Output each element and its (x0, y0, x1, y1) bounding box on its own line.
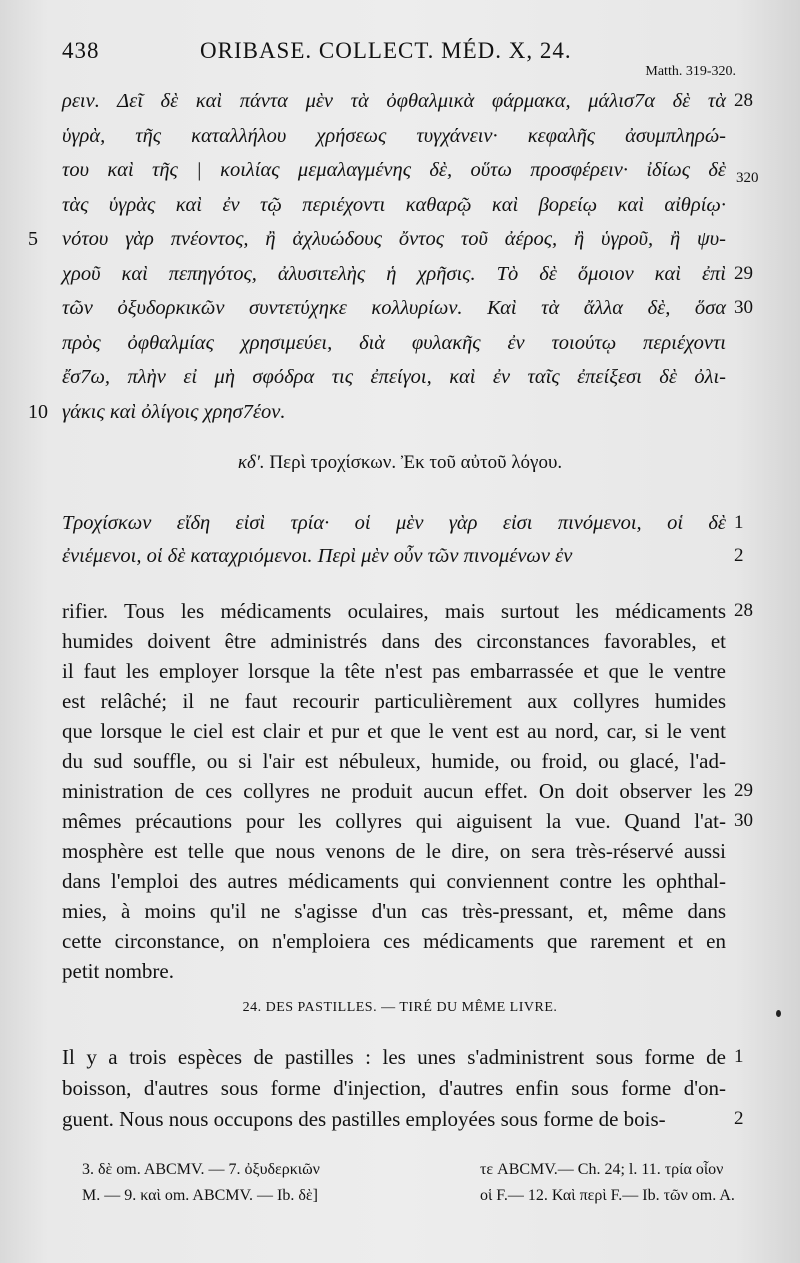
margin-number: 28 (734, 90, 753, 111)
line-text: dans l'emploi des autres médicaments qui conviennent contre les ophthal- (62, 869, 726, 893)
french-line (0, 716, 800, 746)
margin-number: 2 (734, 545, 744, 566)
line-text: du sud souffle, ou si l'air est nébuleux, humide, ou froid, ou glacé, l'ad- (62, 749, 726, 773)
greek-line (0, 224, 800, 254)
french-line (0, 896, 800, 926)
line-text: Il y a trois espèces de pastilles : les unes s'administrent sous forme de (62, 1045, 726, 1069)
footnote-line (82, 1184, 735, 1208)
french-line (0, 836, 800, 866)
edition-reference: Matth. 319-320. (645, 64, 736, 79)
greek-line (0, 362, 800, 392)
line-text: τὰς ὑγρὰς καὶ ἐν τῷ περιέχοντι καθαρῷ καὶ βορείῳ καὶ αἰθρίῳ· (62, 193, 726, 216)
greek-line (0, 397, 800, 427)
line-number: 10 (28, 400, 48, 423)
french-line (0, 1042, 800, 1072)
running-header (62, 38, 726, 72)
greek-line (0, 190, 800, 220)
french-line (0, 1104, 800, 1134)
running-title: ORIBASE. COLLECT. MÉD. X, 24. (200, 38, 572, 63)
french-line (0, 806, 800, 836)
line-text: guent. Nous nous occupons des pastilles employées sous forme de bois- (62, 1107, 666, 1131)
line-text: petit nombre. (62, 959, 174, 983)
french-line (0, 656, 800, 686)
line-text: Τροχίσκων εἴδη εἰσὶ τρία· οἱ μὲν γὰρ εἰσι πινόμενοι, οἱ δὲ (62, 512, 726, 534)
french-line (0, 626, 800, 656)
greek-line (0, 328, 800, 358)
line-text: cette circonstance, on n'emploiera ces médicaments que rarement et en (62, 929, 726, 953)
footnote-right: τε ABCMV.— Ch. 24; l. 11. τρία οἷον (480, 1161, 724, 1178)
margin-number: 28 (734, 600, 753, 621)
french-section-title: 24. DES PASTILLES. — TIRÉ DU MÊME LIVRE. (242, 1000, 558, 1015)
greek-section-number: κδ'. (237, 452, 265, 473)
margin-number: 29 (734, 780, 753, 801)
greek-line (0, 121, 800, 151)
line-text: πρὸς ὀφθαλμίας χρησιμεύει, διὰ φυλακῆς ἐν τοιούτῳ περιέχοντι (62, 331, 726, 354)
line-text: il faut les employer lorsque la tête n'est pas embarrassée et que le ventre (62, 659, 726, 683)
line-text: est relâché; il ne faut recourir particulièrement aux collyres humides (62, 689, 726, 713)
greek-line (0, 155, 800, 185)
page-number: 438 (62, 38, 100, 63)
line-text: ρειν. Δεῖ δὲ καὶ πάντα μὲν τὰ ὀφθαλμικὰ φάρμακα, μάλισ7α δὲ τὰ (62, 90, 726, 112)
greek-section-heading: Περὶ τροχίσκων. Ἐκ τοῦ αὐτοῦ λόγου. (269, 452, 563, 473)
greek-line (0, 508, 800, 538)
french-line (0, 1073, 800, 1103)
line-number: 5 (28, 228, 38, 250)
greek-line (0, 293, 800, 323)
margin-number: 29 (734, 262, 753, 284)
line-text: que lorsque le ciel est clair et pur et que le vent est au nord, car, si le vent (62, 719, 726, 743)
french-line (0, 926, 800, 956)
greek-line (0, 259, 800, 289)
line-text: χροῦ καὶ πεπηγότος, ἀλυσιτελὴς ἡ χρῆσις. Τὸ δὲ ὅμοιον καὶ ἐπὶ (62, 262, 726, 285)
french-line (0, 866, 800, 896)
line-text: ἐνιέμενοι, οἱ δὲ καταχριόμενοι. Περὶ μὲν οὖν τῶν πινομένων ἐν (62, 545, 573, 567)
footnote-right: οἱ F.— 12. Καὶ περὶ F.— Ib. τῶν om. A. (480, 1187, 735, 1204)
french-line (0, 686, 800, 716)
line-text: ὑγρὰ, τῆς καταλλήλου χρήσεως τυγχάνειν· κεφαλῆς ἀσυμπληρώ- (62, 124, 726, 147)
line-text: ministration de ces collyres ne produit aucun effet. On doit observer les (62, 779, 726, 803)
margin-number: 2 (734, 1108, 744, 1129)
line-text: νότου γὰρ πνέοντος, ἢ ἀχλυώδους ὄντος τοῦ ἀέρος, ἢ ὑγροῦ, ἢ ψυ- (62, 228, 726, 250)
margin-number: 320 (736, 170, 759, 186)
line-text: rifier. Tous les médicaments oculaires, mais surtout les médicaments (62, 599, 726, 623)
margin-number: 1 (734, 1046, 744, 1067)
margin-number: 30 (734, 297, 753, 318)
line-text: γάκις καὶ ὀλίγοις χρησ7έον. (62, 400, 286, 423)
footnote-left: M. — 9. καὶ om. ABCMV. — Ib. δὲ] (82, 1187, 318, 1204)
footnote-line (82, 1158, 724, 1182)
line-text: mosphère est telle que nous venons de le dire, on sera très-réservé aussi (62, 839, 726, 863)
french-line (0, 956, 800, 986)
line-text: mêmes précautions pour les collyres qui aiguisent la vue. Quand l'at- (62, 809, 726, 833)
line-text: humides doivent être administrés dans des circonstances favorables, et (62, 629, 726, 653)
line-text: του καὶ τῆς | κοιλίας μεμαλαγμένης δὲ, οὕτω προσφέρειν· ἰδίως δὲ (62, 159, 726, 181)
line-text: mies, à moins qu'il ne s'agisse d'un cas très-pressant, et, même dans (62, 899, 726, 923)
margin-mark (776, 1010, 781, 1017)
line-text: boisson, d'autres sous forme d'injection, d'autres enfin sous forme d'on- (62, 1076, 726, 1100)
french-line (0, 776, 800, 806)
footnote-left: 3. δὲ om. ABCMV. — 7. ὀξυδερκιῶν (82, 1161, 320, 1178)
margin-number: 30 (734, 810, 753, 831)
line-text: ἔσ7ω, πλὴν εἰ μὴ σφόδρα τις ἐπείγοι, καὶ ἐν ταῖς ἐπείξεσι δὲ ὀλι- (62, 366, 726, 388)
french-line (0, 596, 800, 626)
greek-section-title (0, 452, 800, 474)
line-text: τῶν ὀξυδορκικῶν συντετύχηκε κολλυρίων. Καὶ τὰ ἄλλα δὲ, ὅσα (62, 297, 726, 319)
greek-line (0, 86, 800, 116)
greek-line (0, 541, 800, 571)
french-line (0, 746, 800, 776)
margin-number: 1 (734, 512, 744, 533)
